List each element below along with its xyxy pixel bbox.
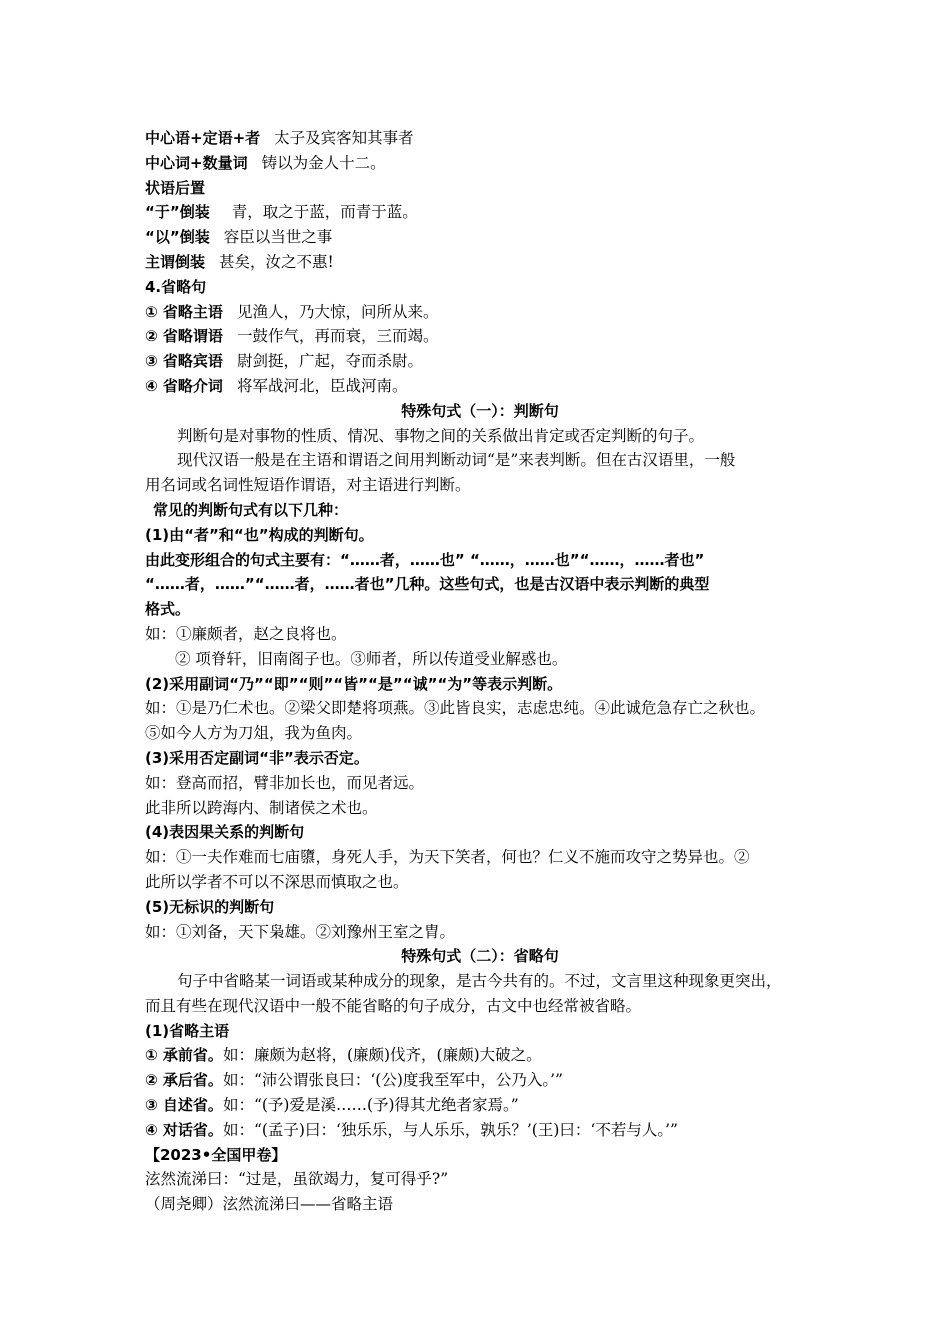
- example-text: 太子及宾客知其事者: [274, 129, 414, 147]
- subheading: (1)省略主语: [145, 1021, 230, 1040]
- example-text: 铸以为金人十二。: [261, 153, 386, 172]
- inversion-line-6: [145, 250, 815, 275]
- omission-item-4: [145, 1118, 815, 1143]
- inversion-line-5: [145, 225, 815, 250]
- term-label: ① 省略主语: [145, 302, 223, 321]
- example-text: 如：“沛公谓张良曰：‘(公)度我至军中，公乃入。’”: [222, 1071, 563, 1090]
- example-line: 如：登高而招，臂非加长也，而见者远。: [145, 773, 425, 792]
- subheading: (5)无标识的判断句: [145, 897, 275, 916]
- term-label: 中心语+定语+者: [145, 129, 261, 147]
- paragraph: 而且有些在现代汉语中一般不能省略的句子成分，古文中也经常被省略。: [145, 996, 642, 1015]
- example-text: 尉剑挺，广起，夺而杀尉。: [236, 352, 423, 371]
- section-heading: 状语后置: [145, 178, 206, 197]
- bold-paragraph: 格式。: [145, 600, 191, 619]
- example-line: 此所以学者不可以不深思而慎取之也。: [145, 872, 409, 891]
- omission-line-2: [145, 324, 815, 349]
- term-label: ④ 省略介词: [145, 376, 223, 395]
- omission-item-1: [145, 1043, 815, 1068]
- term-label: ② 承后省。: [145, 1071, 223, 1090]
- example-text: 见渔人，乃大惊，问所从来。: [236, 302, 439, 321]
- inversion-line-1: [145, 126, 815, 151]
- exam-tag: 【2023•全国甲卷】: [145, 1145, 287, 1164]
- subheading: (1)由“者”和“也”构成的判断句。: [145, 525, 374, 544]
- example-line: ② 项脊轩，旧南阁子也。③师者，所以传道受业解惑也。: [175, 649, 568, 668]
- judgment-title: 特殊句式（一）：判断句: [401, 401, 559, 420]
- term-label: ③ 自述省。: [145, 1096, 223, 1115]
- paragraph: 用名词或名词性短语作谓语，对主语进行判断。: [145, 476, 471, 495]
- section-heading: 4.省略句: [145, 277, 207, 296]
- example-text: 容臣以当世之事: [223, 228, 333, 247]
- omission-item-2: [145, 1068, 815, 1093]
- example-text: 甚矣，汝之不惠!: [219, 252, 334, 271]
- bold-paragraph: 由此变形组合的句式主要有：“……者，……也” “……，……也”“……，……者也”: [145, 550, 705, 569]
- example-line: 如：①廉颇者，赵之良将也。: [145, 624, 347, 643]
- omission-item-3: [145, 1093, 815, 1118]
- term-label: 主谓倒装: [145, 252, 206, 271]
- subheading: (3)采用否定副词“非”表示否定。: [145, 748, 369, 767]
- subheading: (2)采用副词“乃”“即”“则”“皆”“是”“诚”“为”等表示判断。: [145, 674, 563, 693]
- subheading: 常见的判断句式有以下几种：: [153, 500, 349, 519]
- example-line: 如：①是乃仁术也。②梁父即楚将项燕。③此皆良实，志虑忠纯。④此诚危急存亡之秋也。: [145, 699, 766, 718]
- inversion-line-2: [145, 151, 815, 176]
- term-label: ② 省略谓语: [145, 327, 223, 346]
- bold-paragraph: “……者，……”“……者，……者也”几种。这些句式，也是古汉语中表示判断的典型: [145, 575, 710, 594]
- example-line: 如：①一夫作难而七庙隳，身死人手，为天下笑者，何也？仁义不施而攻守之势异也。②: [145, 848, 750, 867]
- subheading: (4)表因果关系的判断句: [145, 823, 305, 842]
- inversion-line-4: [145, 200, 815, 225]
- example-line: （周尧卿）泫然流涕曰——省略主语: [145, 1195, 394, 1214]
- paragraph: 判断句是对事物的性质、情况、事物之间的关系做出肯定或否定判断的句子。: [177, 426, 705, 445]
- example-line: 如：①刘备，天下枭雄。②刘豫州王室之胄。: [145, 922, 456, 941]
- term-label: ③ 省略宾语: [145, 352, 223, 371]
- omission-title: 特殊句式（二）：省略句: [401, 947, 559, 966]
- term-label: ① 承前省。: [145, 1046, 223, 1065]
- omission-line-4: [145, 374, 815, 399]
- example-text: 如：廉颇为赵将，(廉颇)伐齐，(廉颇)大破之。: [222, 1046, 542, 1065]
- term-label: ④ 对话省。: [145, 1120, 223, 1139]
- example-text: 如：“(予)爱是溪……(予)得其尤绝者家焉。”: [222, 1096, 519, 1115]
- omission-line-3: [145, 349, 815, 374]
- omission-line-1: [145, 300, 815, 325]
- example-line: ⑤如今人方为刀俎，我为鱼肉。: [145, 724, 363, 743]
- example-text: 如：“(孟子)曰：‘独乐乐，与人乐乐，孰乐？’(王)曰：‘不若与人。’”: [222, 1120, 678, 1139]
- term-label: 中心词+数量词: [145, 153, 248, 172]
- term-label: “于”倒装: [145, 203, 210, 222]
- example-text: 一鼓作气，再而衰，三而竭。: [236, 327, 439, 346]
- paragraph: 现代汉语一般是在主语和谓语之间用判断动词“是”来表判断。但在古汉语里，一般: [177, 451, 736, 470]
- example-line: 此非所以跨海内、制诸侯之术也。: [145, 798, 378, 817]
- term-label: “以”倒装: [145, 228, 210, 247]
- example-line: 泫然流涕曰：“过是，虽欲竭力，复可得乎?”: [145, 1170, 449, 1189]
- paragraph: 句子中省略某一词语或某种成分的现象，是古今共有的。不过，文言里这种现象更突出，: [177, 972, 782, 991]
- example-text: 青，取之于蓝，而青于蓝。: [231, 203, 418, 222]
- document-body: [145, 126, 815, 1217]
- example-text: 将军战河北，臣战河南。: [236, 376, 408, 395]
